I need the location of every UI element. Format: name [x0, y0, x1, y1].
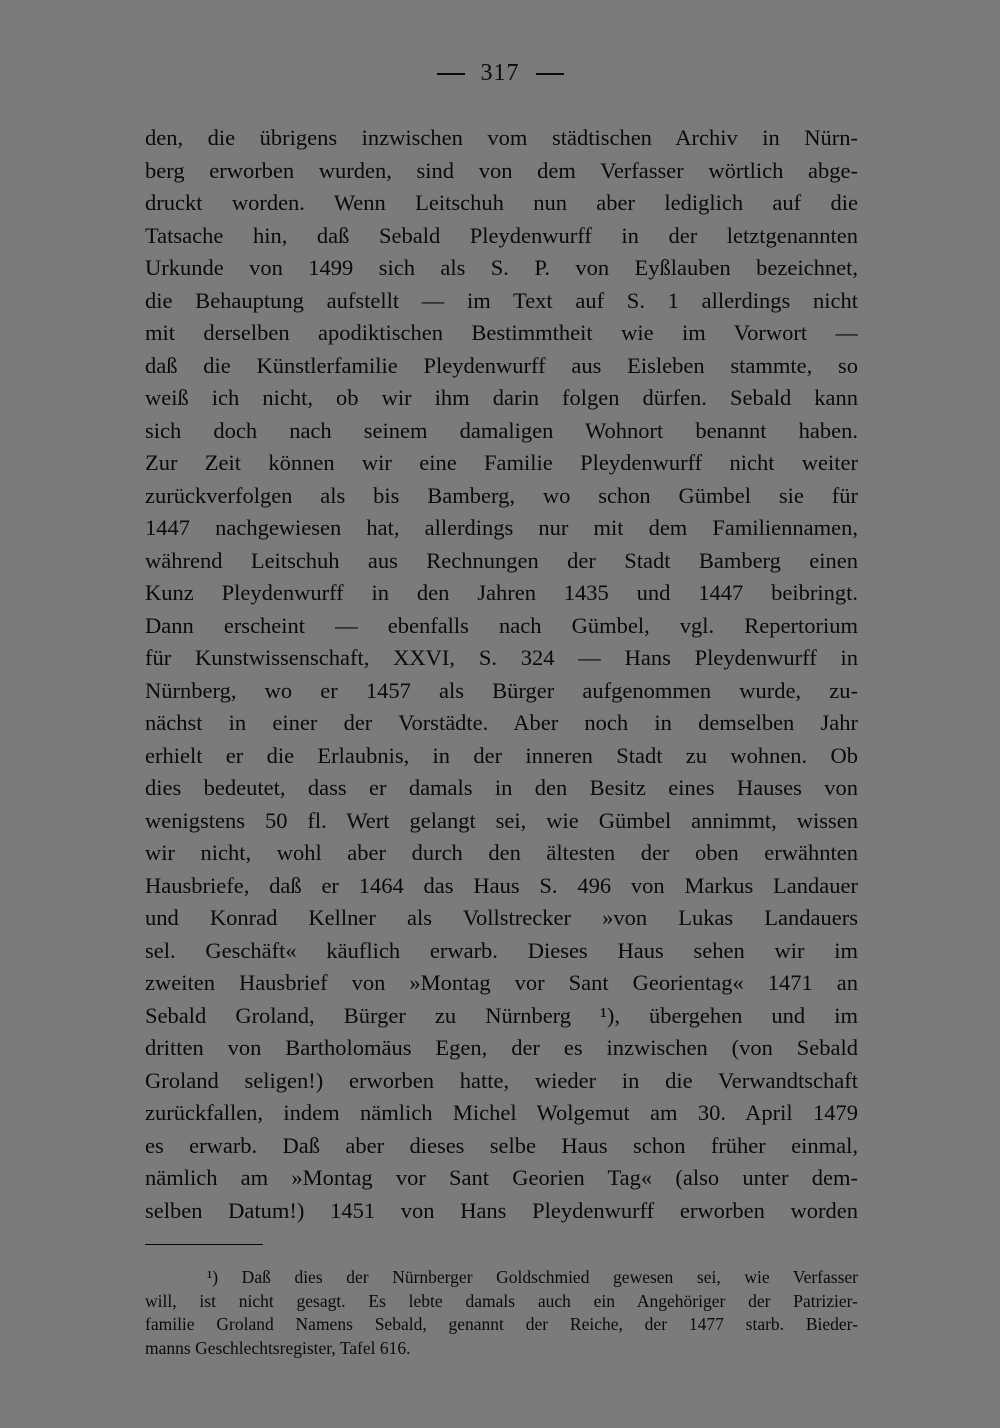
body-line: weiß ich nicht, ob wir ihm darin folgen dürfen. Sebald kann	[145, 385, 858, 410]
body-line: für Kunstwissenschaft, XXVI, S. 324 — Hans Pleydenwurff in	[145, 645, 858, 670]
body-line: es erwarb. Daß aber dieses selbe Haus schon früher einmal,	[145, 1132, 858, 1158]
body-line: wenigstens 50 fl. Wert gelangt sei, wie Gümbel annimmt, wissen	[145, 807, 858, 833]
footnotes	[145, 1266, 858, 1360]
body-line: Dann erscheint — ebenfalls nach Gümbel, vgl. Repertorium	[145, 612, 858, 638]
body-line: mit derselben apodiktischen Bestimmtheit wie im Vorwort —	[145, 320, 858, 345]
footnote-line: familie Groland Namens Sebald, genannt der Reiche, der 1477 starb. Bieder-	[145, 1314, 858, 1334]
page-header	[0, 60, 1000, 87]
body-line: dies bedeutet, dass er damals in den Besitz eines Hauses von	[145, 775, 858, 800]
body-line: Hausbriefe, daß er 1464 das Haus S. 496 von Markus Landauer	[145, 872, 858, 898]
body-line: Urkunde von 1499 sich als S. P. von Eyßlauben bezeichnet,	[145, 255, 858, 280]
body-line: sel. Geschäft« käuflich erwarb. Dieses Haus sehen wir im	[145, 937, 858, 963]
body-line: druckt worden. Wenn Leitschuh nun aber lediglich auf die	[145, 190, 858, 215]
body-line: Kunz Pleydenwurff in den Jahren 1435 und 1447 beibringt.	[145, 580, 858, 605]
header-dash-right	[536, 73, 564, 75]
body-line: zweiten Hausbrief von »Montag vor Sant Georientag« 1471 an	[145, 970, 858, 995]
body-line: zurückverfolgen als bis Bamberg, wo schon Gümbel sie für	[145, 482, 858, 508]
footnote-line: ¹) Daß dies der Nürnberger Goldschmied gewesen sei, wie Verfasser	[207, 1267, 858, 1287]
body-line: und Konrad Kellner als Vollstrecker »von Lukas Landauers	[145, 905, 858, 930]
body-line: Groland seligen!) erworben hatte, wieder in die Verwandtschaft	[145, 1067, 858, 1093]
footnote-line: will, ist nicht gesagt. Es lebte damals auch ein Angehöriger der Patrizier-	[145, 1290, 858, 1311]
body-text	[145, 122, 858, 1227]
body-line: berg erworben wurden, sind von dem Verfasser wörtlich abge-	[145, 157, 858, 183]
body-line: den, die übrigens inzwischen vom städtischen Archiv in Nürn-	[145, 125, 858, 150]
body-line: daß die Künstlerfamilie Pleydenwurff aus Eisleben stammte, so	[145, 352, 858, 378]
body-line: sich doch nach seinem damaligen Wohnort benannt haben.	[145, 417, 858, 443]
body-line: Nürnberg, wo er 1457 als Bürger aufgenommen wurde, zu-	[145, 677, 858, 703]
body-line: erhielt er die Erlaubnis, in der inneren Stadt zu wohnen. Ob	[145, 742, 858, 768]
body-line: nächst in einer der Vorstädte. Aber noch in demselben Jahr	[145, 710, 858, 735]
body-line: die Behauptung aufstellt — im Text auf S. 1 allerdings nicht	[145, 287, 858, 313]
body-line: wir nicht, wohl aber durch den ältesten der oben erwähnten	[145, 840, 858, 865]
header-dash-left	[437, 73, 465, 75]
body-line: nämlich am »Montag vor Sant Georien Tag« (also unter dem-	[145, 1165, 858, 1190]
body-line: zurückfallen, indem nämlich Michel Wolgemut am 30. April 1479	[145, 1100, 858, 1125]
page-number: 317	[480, 60, 520, 86]
body-line: 1447 nachgewiesen hat, allerdings nur mit dem Familiennamen,	[145, 515, 858, 540]
body-line: Zur Zeit können wir eine Familie Pleydenwurff nicht weiter	[145, 450, 858, 475]
body-line: dritten von Bartholomäus Egen, der es inzwischen (von Sebald	[145, 1035, 858, 1060]
body-line: während Leitschuh aus Rechnungen der Stadt Bamberg einen	[145, 547, 858, 573]
footnote-line: manns Geschlechtsregister, Tafel 616.	[145, 1337, 411, 1358]
footnote-rule	[145, 1244, 263, 1245]
body-line: selben Datum!) 1451 von Hans Pleydenwurff erworben worden	[145, 1197, 858, 1223]
body-line: Tatsache hin, daß Sebald Pleydenwurff in der letztgenannten	[145, 222, 858, 248]
body-line: Sebald Groland, Bürger zu Nürnberg ¹), übergehen und im	[145, 1002, 858, 1028]
